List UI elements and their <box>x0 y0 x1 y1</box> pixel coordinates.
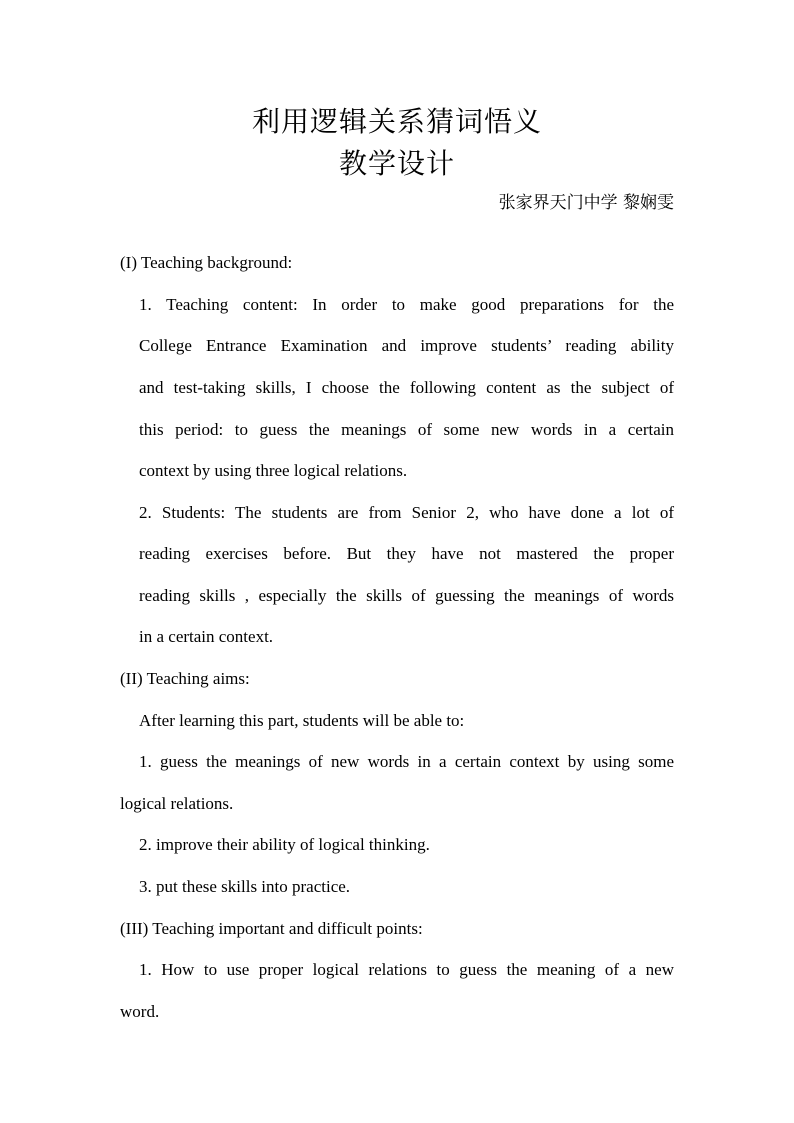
paragraph-line: 2. Students: The students are from Senior 2, who have done a lot of <box>139 503 674 522</box>
paragraph-line: logical relations. <box>120 794 234 813</box>
paragraph-line: reading exercises before. But they have not mastered the proper <box>139 544 674 563</box>
paragraph-line: context by using three logical relations. <box>139 461 408 480</box>
paragraph-line: this period: to guess the meanings of some new words in a certain <box>139 420 674 439</box>
section2-heading: (II) Teaching aims: <box>120 669 250 688</box>
paragraph-line: and test-taking skills, I choose the following content as the subject of <box>139 378 674 397</box>
paragraph-line: After learning this part, students will be able to: <box>139 711 465 730</box>
paragraph-line: 2. improve their ability of logical thinking. <box>139 835 430 854</box>
section1-heading: (I) Teaching background: <box>120 253 293 272</box>
paragraph-line: reading skills , especially the skills of guessing the meanings of words <box>139 586 674 605</box>
paragraph-line: College Entrance Examination and improve students’ reading ability <box>139 336 674 355</box>
paragraph-line: 1. How to use proper logical relations to guess the meaning of a new <box>139 960 674 979</box>
paragraph-line: 1. Teaching content: In order to make good preparations for the <box>139 295 674 314</box>
section3-heading: (III) Teaching important and difficult points: <box>120 919 423 938</box>
paragraph-line: word. <box>120 1002 160 1021</box>
author-line: 张家界天门中学 黎娴雯 <box>498 193 674 213</box>
document-title: 利用逻辑关系猜词悟义 <box>251 105 542 138</box>
document-subtitle: 教学设计 <box>338 147 455 180</box>
paragraph-line: 1. guess the meanings of new words in a certain context by using some <box>139 752 674 771</box>
paragraph-line: 3. put these skills into practice. <box>139 877 351 896</box>
paragraph-line: in a certain context. <box>139 627 274 646</box>
